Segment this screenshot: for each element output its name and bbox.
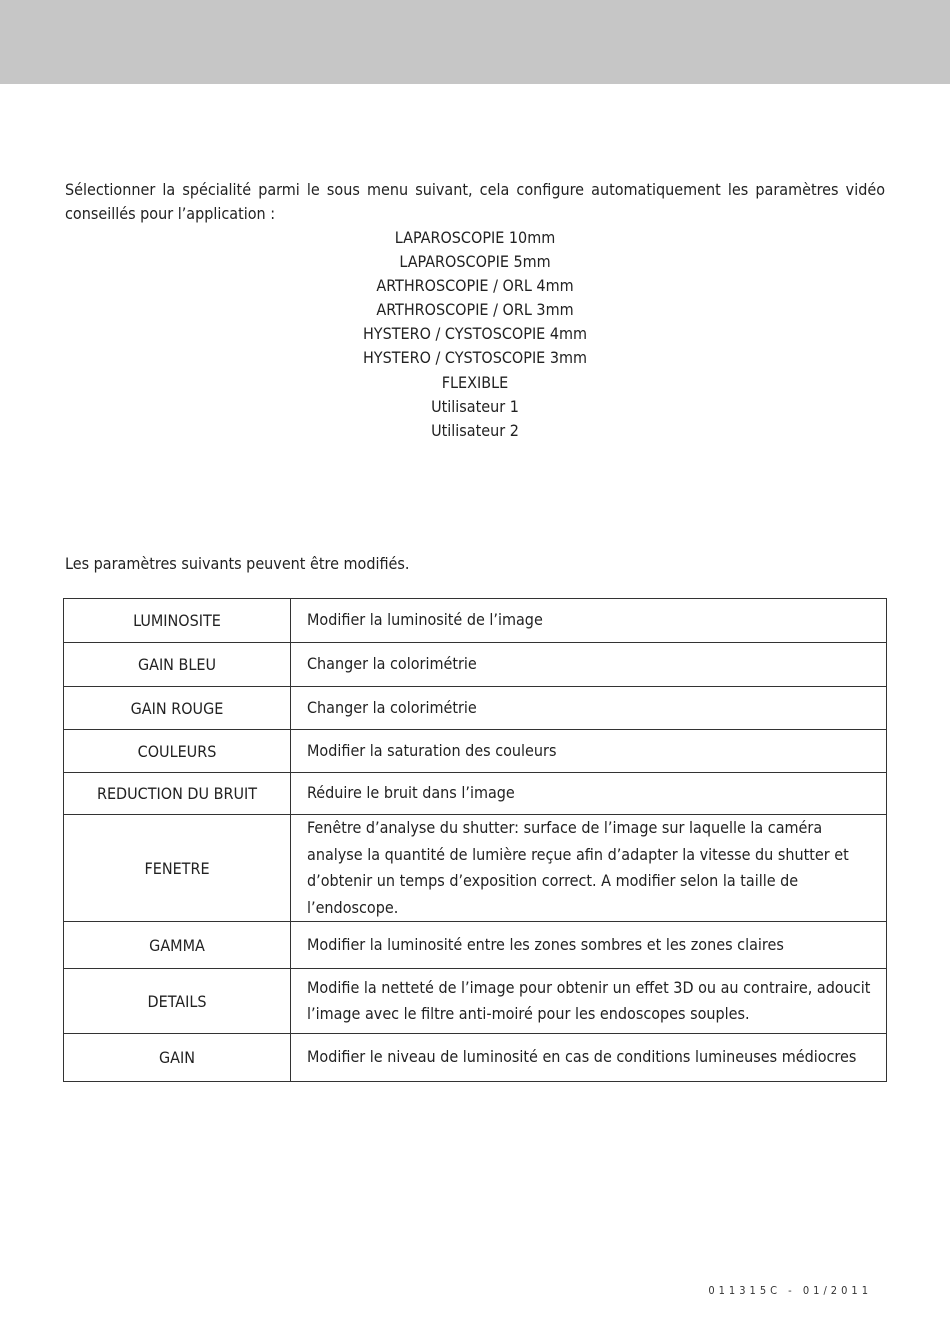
param-description: Modifier la saturation des couleurs (291, 730, 887, 773)
param-description: Changer la colorimétrie (291, 687, 887, 730)
specialty-list (65, 226, 885, 443)
param-name: COULEURS (64, 730, 291, 773)
specialty-item: FLEXIBLE (441, 372, 509, 392)
param-name: GAIN BLEU (64, 643, 291, 687)
param-description: Modifier le niveau de luminosité en cas de conditions lumineuses médiocres (291, 1034, 887, 1082)
table-row (64, 599, 887, 643)
specialty-item: ARTHROSCOPIE / ORL 4mm (376, 276, 574, 296)
params-intro: Les paramètres suivants peuvent être modifiés. (65, 554, 410, 573)
specialty-item: Utilisateur 2 (431, 420, 519, 440)
table-row (64, 773, 887, 815)
specialty-item: ARTHROSCOPIE / ORL 3mm (376, 300, 574, 320)
specialty-item: LAPAROSCOPIE 5mm (399, 252, 551, 272)
table-row (64, 969, 887, 1034)
specialty-item: LAPAROSCOPIE 10mm (394, 228, 556, 247)
param-description: Fenêtre d’analyse du shutter: surface de l’image sur laquelle la caméra analyse la quantité de lumière reçue afin d’adapter la vitesse du shutter et d’obtenir un temps d’exposition correct. A modifier selon la taille de l’endoscope. (291, 815, 887, 922)
param-description: Changer la colorimétrie (291, 643, 887, 687)
table-row (64, 643, 887, 687)
param-name: FENETRE (64, 815, 291, 922)
param-name: GAMMA (64, 922, 291, 969)
specialty-item: HYSTERO / CYSTOSCOPIE 3mm (362, 348, 588, 368)
table-row (64, 922, 887, 969)
param-name: LUMINOSITE (64, 599, 291, 643)
table-row (64, 730, 887, 773)
param-name: GAIN ROUGE (64, 687, 291, 730)
param-description: Modifie la netteté de l’image pour obtenir un effet 3D ou au contraire, adoucit l’image avec le filtre anti-moiré pour les endoscopes souples. (291, 969, 887, 1034)
table-row (64, 1034, 887, 1082)
param-description: Modifier la luminosité de l’image (291, 599, 887, 643)
document-reference: 011315C - 01/2011 (708, 1284, 872, 1297)
specialty-item: HYSTERO / CYSTOSCOPIE 4mm (362, 324, 588, 344)
param-name: GAIN (64, 1034, 291, 1082)
intro-paragraph: Sélectionner la spécialité parmi le sous menu suivant, cela configure automatiquement les paramètres vidéo conseillés pour l’application : (65, 180, 885, 223)
specialty-item: Utilisateur 1 (431, 396, 519, 416)
header-band (0, 0, 950, 84)
param-name: REDUCTION DU BRUIT (64, 773, 291, 815)
param-description: Modifier la luminosité entre les zones sombres et les zones claires (291, 922, 887, 969)
param-name: DETAILS (64, 969, 291, 1034)
table-row (64, 687, 887, 730)
param-description: Réduire le bruit dans l’image (291, 773, 887, 815)
table-row (64, 815, 887, 922)
params-table (63, 598, 887, 1082)
